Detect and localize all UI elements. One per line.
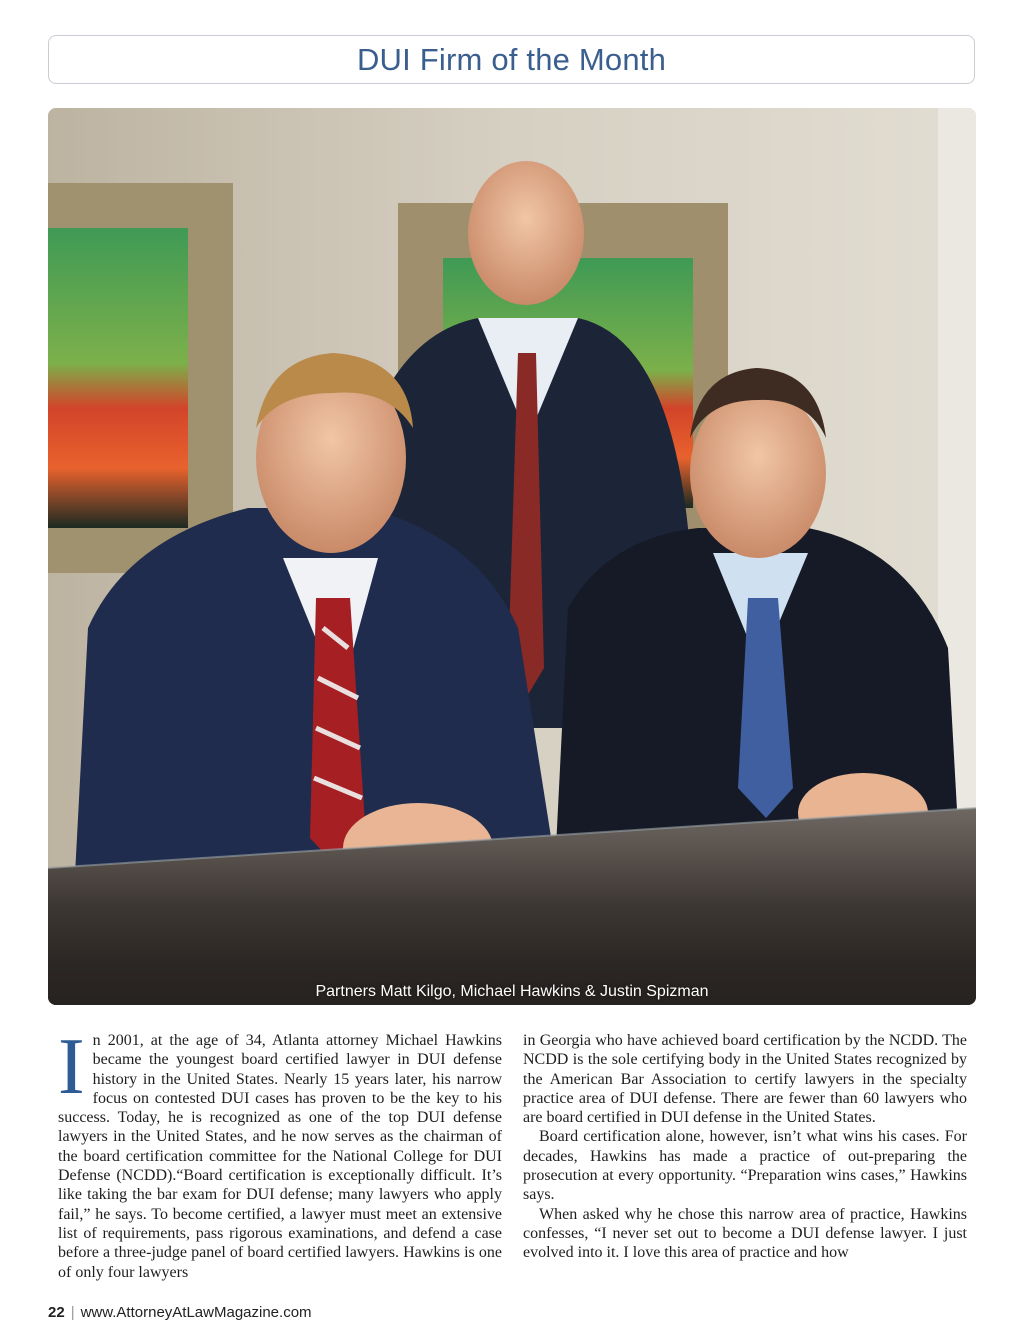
section-header xyxy=(48,35,975,84)
article-paragraph: Board certification alone, however, isn’t what wins his cases. For decades, Hawkins has made a practice of out-preparing the prosecution at every opportunity. “Preparation wins cases,” Hawkins says. xyxy=(523,1128,967,1204)
article-paragraph: in Georgia who have achieved board certification by the NCDD. The NCDD is the sole certifying body in the United States recognized by the American Bar Association to certify lawyers in the specialty practice area of DUI defense. There are fewer than 60 lawyers who are board certified in DUI defense in the United States. xyxy=(523,1032,967,1127)
article-paragraph xyxy=(58,1023,502,1282)
partners-photo xyxy=(48,108,976,1005)
article-column-right xyxy=(523,1031,967,1263)
article-column-left xyxy=(58,1023,502,1282)
drop-cap: I xyxy=(58,1023,85,1111)
photo-caption: Partners Matt Kilgo, Michael Hawkins & Justin Spizman xyxy=(315,983,709,1000)
paragraph-text: n 2001, at the age of 34, Atlanta attorney Michael Hawkins became the youngest board certified lawyer in DUI defense history in the United States. Nearly 15 years later, his narrow focus on contested DUI cases has proven to be the key to his success. Today, he is recognized as one of the top DUI defense lawyers in the United States, and he now serves as the chairman of the board certification committee for the National College for DUI Defense (NCDD).“Board certification is exceptionally difficult. It’s like taking the bar exam for DUI defense; many lawyers who apply fail,” he says. To become certified, a lawyer must meet an extensive list of requirements, pass rigorous examinations, and defend a case before a three-judge panel of board certified lawyers. Hawkins is one of only four lawyers xyxy=(58,1032,502,1281)
article-paragraph: When asked why he chose this narrow area of practice, Hawkins confesses, “I never set out to become a DUI defense lawyer. I just evolved into it. I love this area of practice and how xyxy=(523,1205,967,1262)
section-title: DUI Firm of the Month xyxy=(356,41,667,77)
footer-separator: | xyxy=(70,1304,75,1321)
page-number: 22 xyxy=(48,1304,65,1321)
page-footer xyxy=(48,1304,312,1321)
partners-photo-illustration xyxy=(48,108,976,1005)
website-link[interactable]: www.AttorneyAtLawMagazine.com xyxy=(80,1304,312,1321)
